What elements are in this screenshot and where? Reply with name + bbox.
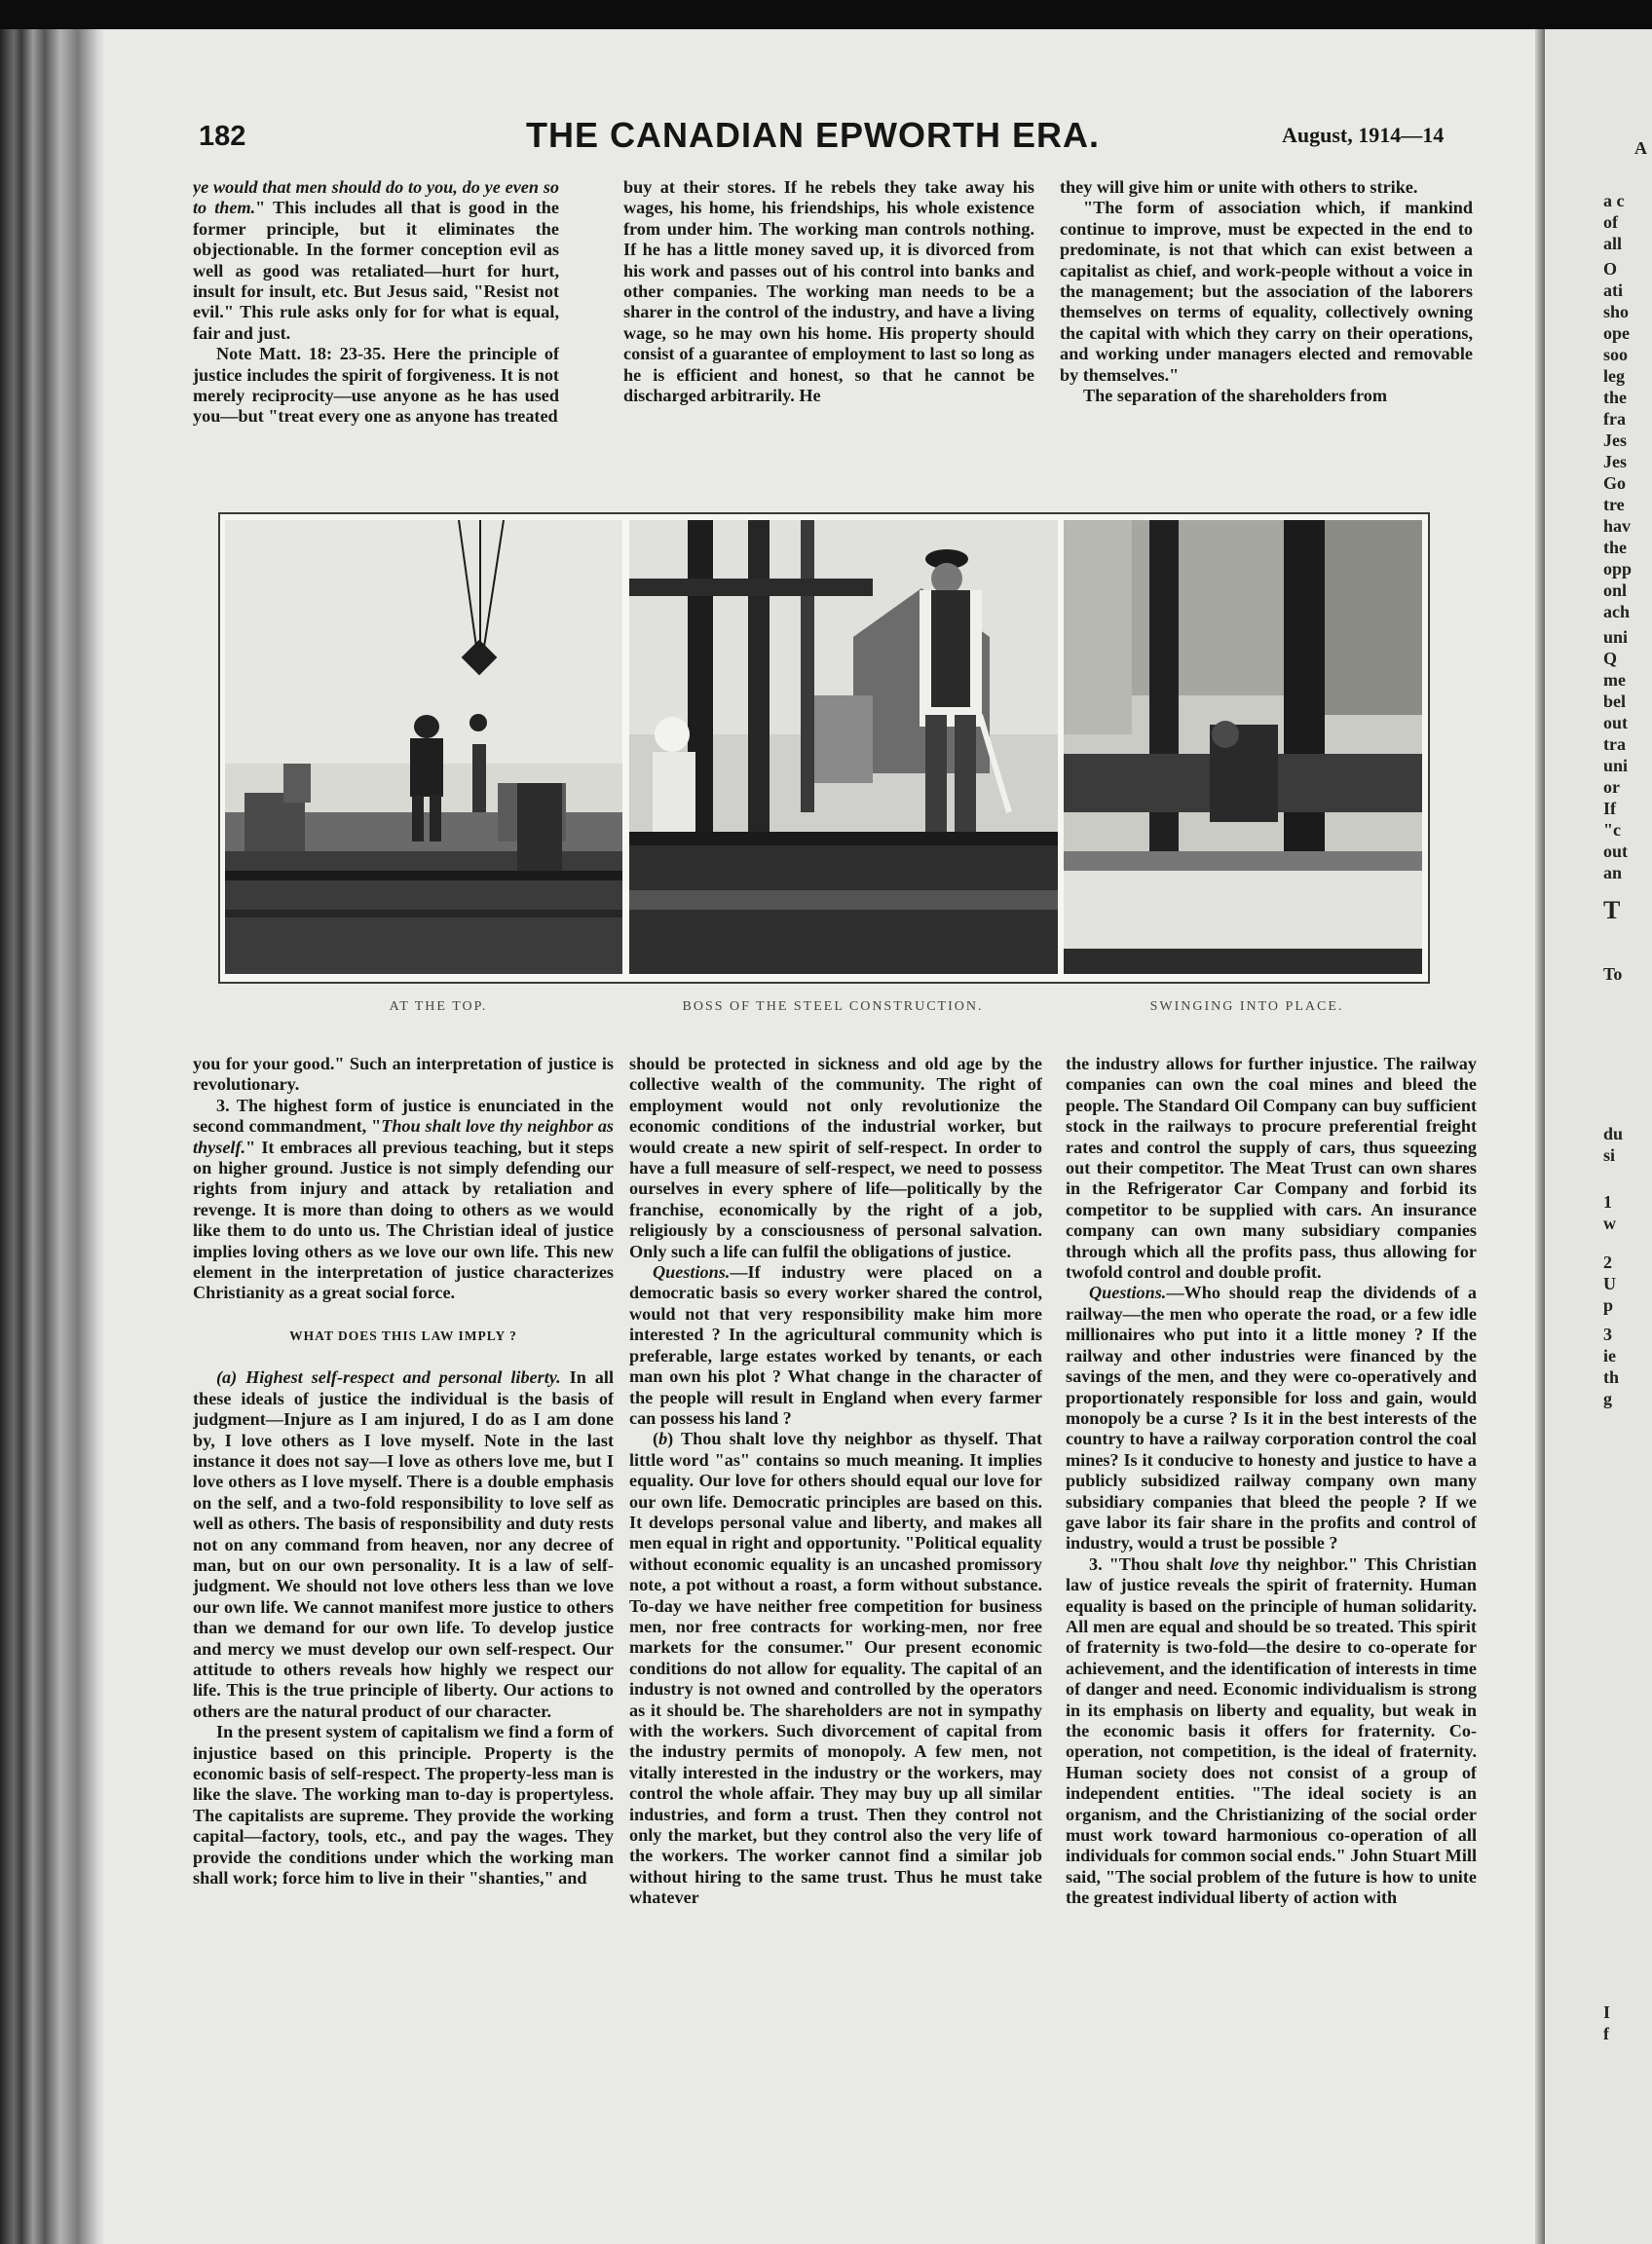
section-subheading: WHAT DOES THIS LAW IMPLY ? xyxy=(289,1328,517,1343)
book-page-edges xyxy=(0,29,105,2244)
next-page-text: T xyxy=(1603,896,1621,924)
next-page-text: Go xyxy=(1603,473,1627,493)
next-page-text: 1 xyxy=(1603,1192,1612,1212)
bottom-column-3 xyxy=(1066,1054,1477,2199)
next-page-text: du xyxy=(1603,1124,1624,1143)
next-page-text: an xyxy=(1603,863,1623,882)
photo-swinging-into-place xyxy=(1064,520,1422,974)
top-column-3 xyxy=(1060,177,1473,479)
paragraph: In the present system of capitalism we find a form of injustice based on this principle. Property is the economic basis of self-respect. The property-less man is like the slave. The working man to-day is propertyless. The capitalists are supreme. They provide the working capital—factory, tools, etc., and pay the wages. They provide the conditions under which the working man shall work; force him to live in their "shanties," and xyxy=(193,1722,614,1889)
next-page-text: the xyxy=(1603,388,1627,407)
paragraph: should be protected in sickness and old age by the collective wealth of the community. The right of employment would not only revolutionize the economic conditions of the industrial worker, but would create a new spirit of self-respect. In order to have a full measure of self-respect, we need to possess ourselves in every sphere of life—politically by the franchise, economically by the right of a job, religiously by a consciousness of personal salvation. Only such a life can fulfil the obligations of justice. xyxy=(629,1054,1042,1261)
next-page-text: or xyxy=(1603,777,1620,797)
next-page-text: onl xyxy=(1603,580,1628,600)
next-page-text: hav xyxy=(1603,516,1632,536)
next-page-text: Q xyxy=(1603,649,1618,668)
paragraph: "The form of association which, if mankind continue to improve, must be expected in the end to predominate, is not that which can exist between a capitalist as chief, and work-people without a voice in the management; but the association of the laborers themselves on terms of equality, collectively owning the capital with which they carry on their operations, and working under managers elected and removable by themselves." xyxy=(1060,198,1473,385)
next-page-text: tra xyxy=(1603,734,1626,754)
next-page-text: leg xyxy=(1603,366,1625,386)
next-page-fragment xyxy=(1545,29,1652,2244)
top-column-2 xyxy=(623,177,1034,479)
paragraph: The separation of the shareholders from xyxy=(1083,386,1388,406)
next-page-text: f xyxy=(1603,2024,1609,2043)
caption-boss-of-steel-construction: BOSS OF THE STEEL CONSTRUCTION. xyxy=(682,999,984,1014)
paragraph: (a) Highest self-respect and personal liberty. In all these ideals of justice the individual is the basis of judgment—Injure as I am injured, I do as I am done by, I love others as I love myself. Note in the last instance it does not say—I love as others love me, but I love others as I love myself. There is a double emphasis on the self, and a two-fold responsibility to love self as well as others. The basis of responsibility and duty rests not on any command from heaven, nor any decree of man, but on our own personality. It is a law of self-judgment. We should not love others less than we love our own life. We cannot manifest more justice to others than we demand for our own life. To develop justice and mercy we must develop our own self-respect. Our attitude to others reveals how highly we respect our life. This is the true principle of liberty. Our actions to others are the natural product of our character. xyxy=(193,1367,614,1721)
magazine-title: THE CANADIAN EPWORTH ERA. xyxy=(526,115,1100,155)
next-page-text: opp xyxy=(1603,559,1633,579)
caption-at-the-top: AT THE TOP. xyxy=(389,999,488,1014)
next-page-text: U xyxy=(1603,1274,1616,1293)
next-page-text: 2 xyxy=(1603,1253,1612,1272)
next-page-text: bel xyxy=(1603,692,1627,711)
scan-top-border xyxy=(0,0,1652,29)
paragraph: Questions.—Who should reap the dividends of a railway—the men who operate the road, or a few idle millionaires who put into it a little money ? If the railway and other industries were financed by the savings of the men, and they were co-operatively and proportionately responsible for loss and gain, would monopoly be a curse ? Is it in the best interests of the country to have a railway corporation control the coal mines? Is it conducive to honesty and justice to have a publicly subsidized railway company own many subsidiary companies that bleed the people ? If we gave labor its fair share in the profits and control of industry, would a trust be possible ? xyxy=(1066,1283,1477,1553)
next-page-text: uni xyxy=(1603,627,1629,647)
next-page-text: w xyxy=(1603,1214,1616,1233)
next-page-text: of xyxy=(1603,212,1618,232)
top-column-1 xyxy=(193,177,559,479)
next-page-text: out xyxy=(1603,842,1629,861)
photo-boss-of-steel-construction xyxy=(629,520,1058,974)
paragraph: the industry allows for further injustice. The railway companies can own the coal mines and bleed the people. The Standard Oil Company can buy sufficient stock in the railways to procure preferential freight rates and control the supply of cars, thus squeezing out their competitor. The Meat Trust can own shares in the Refrigerator Car Company and forbid its competitor to be supplied with cars. An insurance company can own many subsidiary companies through which all the profits pass, thus allowing for twofold control and double profit. xyxy=(1066,1054,1477,1283)
paragraph: they will give him or unite with others to strike. xyxy=(1060,177,1418,197)
next-page-text: uni xyxy=(1603,756,1629,775)
issue-date: August, 1914—14 xyxy=(1282,123,1445,147)
caption-swinging-into-place: SWINGING INTO PLACE. xyxy=(1149,999,1344,1014)
next-page-text: th xyxy=(1603,1367,1620,1387)
next-page-text: si xyxy=(1603,1145,1616,1165)
next-page-text: O xyxy=(1603,259,1618,279)
next-page-text: p xyxy=(1603,1295,1614,1315)
next-page-text: the xyxy=(1603,538,1627,557)
next-page-text: Jes xyxy=(1603,430,1627,450)
paragraph: 3. "Thou shalt love thy neighbor." This Christian law of justice reveals the spirit of fraternity. Human equality is based on the principle of human solidarity. All men are equal and should be so treated. This spirit of fraternity is two-fold—the desire to co-operate for achievement, and the identification of interests in time of danger and need. Economic individualism is strong in its emphasis on liberty and equality, but weak in the economic basis it offers for fraternity. Co-operation, not competition, is the ideal of fraternity. Human society does not consist of a group of independent entities. "The ideal society is an organism, and the Christianizing of the social order must work toward harmonious co-operation of all individuals for common social ends." John Stuart Mill said, "The social problem of the future is how to unite the greatest individual liberty of action with xyxy=(1066,1553,1477,1908)
next-page-text: g xyxy=(1603,1389,1612,1408)
next-page-text: soo xyxy=(1603,345,1629,364)
next-page-text: "c xyxy=(1603,820,1621,840)
book-gutter xyxy=(1535,29,1545,2244)
page-number: 182 xyxy=(199,121,246,152)
next-page-text: I xyxy=(1603,2002,1611,2022)
paragraph: ye would that men should do to you, do ye even so to them." This includes all that is good in the former principle, but it eliminates the objectionable. In the former conception evil as well as good was retaliated—hurt for hurt, insult for insult, etc. But Jesus said, "Resist not evil." This rule asks only for for what is equal, fair and just. xyxy=(193,177,559,343)
next-page-text: sho xyxy=(1603,302,1630,321)
paragraph: you for your good." Such an interpretation of justice is revolutionary. xyxy=(193,1054,614,1095)
paragraph: Questions.—If industry were placed on a democratic basis so every worker shared the control, would not that very responsibility make him more interested ? In the agricultural community which is preferable, large estates worked by tenants, or each man own his plot ? What change in the character of the people will result in England when every farmer can possess his land ? xyxy=(629,1262,1042,1428)
bottom-column-2 xyxy=(629,1054,1042,2199)
photo-at-the-top xyxy=(225,520,622,974)
paragraph: (b) Thou shalt love thy neighbor as thyself. That little word "as" contains so much meaning. It implies equality. Our love for others should equal our love for our own life. Democratic principles are based on this. It develops personal value and liberty, and makes all men equal in right and opportunity. "Political equality without economic equality is an uncashed promissory note, a pot without a roast, a form without substance. To-day we have neither free competition for business men, nor free contracts for working-men, nor free markets for the consumer." Our present economic conditions do not allow for equality. The capital of an industry is not owned and controlled by the operators as it should be. The shareholders are not in sympathy with the workers. Such divorcement of capital from the industry permits of monopoly. A few men, not vitally interested in the industry or the workers, may control the whole affair. They may buy up all similar industries, and form a trust. Then they control not only the market, but they control also the very life of the workers. The worker cannot find a similar job without hiring to the same trust. Thus he must take whatever xyxy=(629,1429,1042,1908)
next-page-text: all xyxy=(1603,234,1623,253)
paragraph: 3. The highest form of justice is enunciated in the second commandment, "Thou shalt love thy neighbor as thyself." It embraces all previous teaching, but it steps on higher ground. Justice is not simply defending our rights from injury and attack by retaliation and revenge. It is more than doing to others as we would like them to do unto us. The Christian ideal of justice implies loving others as we love our own life. This new element in the interpretation of justice characterizes Christianity as a great social force. xyxy=(193,1095,614,1303)
next-page-text: tre xyxy=(1603,495,1625,514)
photo-strip xyxy=(218,512,1430,984)
next-page-text: ie xyxy=(1603,1346,1616,1365)
next-page-text: fra xyxy=(1603,409,1626,429)
next-page-text: 3 xyxy=(1603,1325,1612,1344)
next-page-text: To xyxy=(1603,964,1623,984)
next-page-text: out xyxy=(1603,713,1629,732)
next-page-text: A xyxy=(1634,138,1647,158)
next-page-text: a c xyxy=(1603,191,1625,210)
next-page-text: If xyxy=(1603,799,1616,818)
next-page-text: me xyxy=(1603,670,1626,690)
paragraph: Note Matt. 18: 23-35. Here the principle of justice includes the spirit of forgiveness. It is not merely reciprocity—use anyone as he has used you—but "treat every one as anyone has treated xyxy=(193,344,559,427)
next-page-text: ati xyxy=(1603,280,1623,300)
paragraph: buy at their stores. If he rebels they take away his wages, his home, his friendships, his whole existence from under him. The working man controls nothing. If he has a little money saved up, it is divorced from his work and passes out of his control into banks and other companies. The working man needs to be a sharer in the control of the industry, and have a living wage, so he may own his home. His property should consist of a guarantee of employment to last so long as he is efficient and honest, so that he cannot be discharged arbitrarily. He xyxy=(623,177,1034,406)
next-page-text: Jes xyxy=(1603,452,1627,471)
next-page-text: ach xyxy=(1603,602,1630,621)
next-page-text: ope xyxy=(1603,323,1630,343)
bottom-column-1 xyxy=(193,1054,614,2199)
